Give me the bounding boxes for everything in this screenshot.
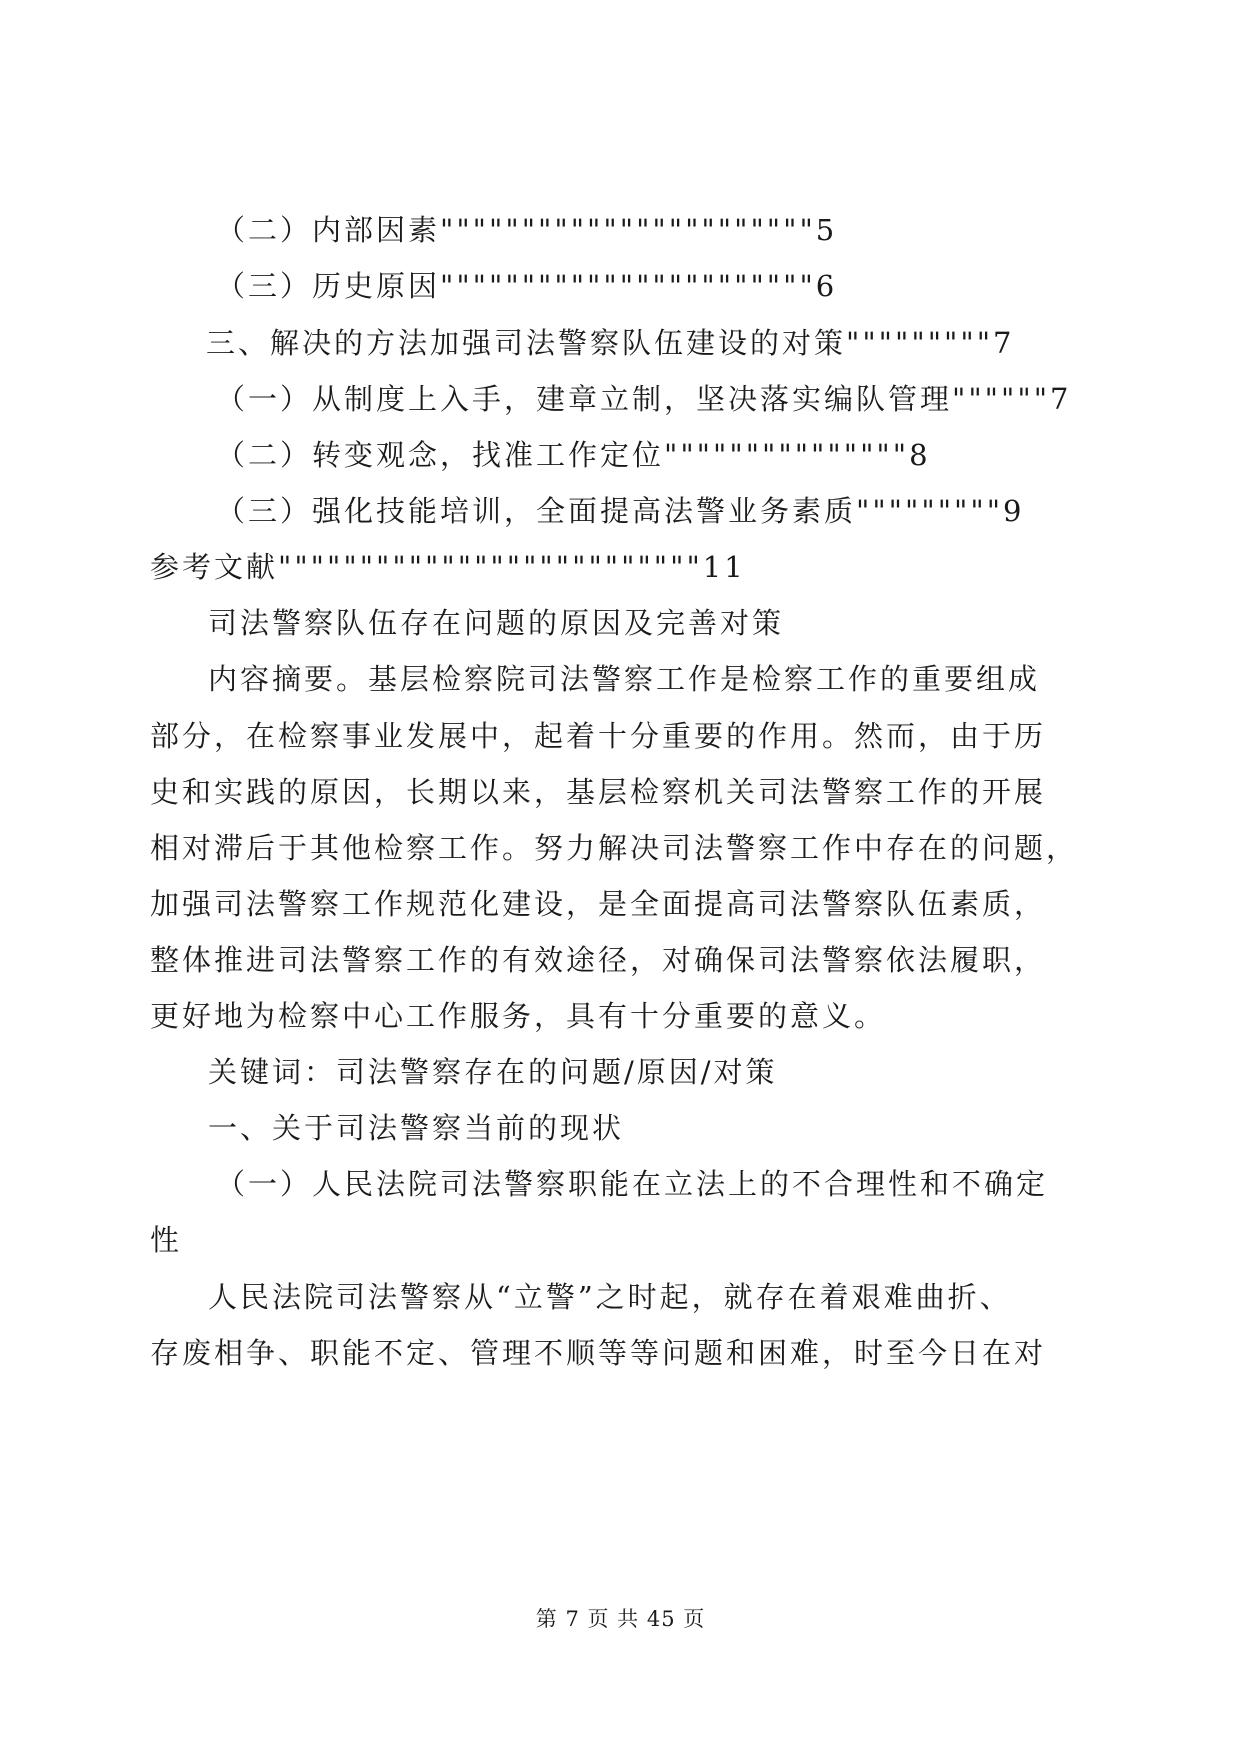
article-title: 司法警察队伍存在问题的原因及完善对策 (208, 606, 785, 640)
body-line: 存废相争、职能不定、管理不顺等等问题和困难，时至今日在对 (150, 1336, 1047, 1370)
toc-item[interactable]: （二）内部因素"""""""""""""""""""""""5 (216, 213, 838, 247)
abstract-line: 部分，在检察事业发展中，起着十分重要的作用。然而，由于历 (150, 719, 1047, 753)
abstract-line: 史和实践的原因，长期以来，基层检察机关司法警察工作的开展 (150, 775, 1047, 809)
toc-item[interactable]: （三）历史原因"""""""""""""""""""""""6 (216, 269, 838, 303)
toc-item[interactable]: （二）转变观念，找准工作定位"""""""""""""""8 (216, 438, 931, 472)
subsection-heading: 性 (150, 1223, 183, 1257)
section-heading: 一、关于司法警察当前的现状 (208, 1111, 625, 1145)
body-line: 人民法院司法警察从“立警”之时起，就存在着艰难曲折、 (208, 1280, 1012, 1314)
abstract-line: 相对滞后于其他检察工作。努力解决司法警察工作中存在的问题， (150, 831, 1079, 865)
toc-item[interactable]: （一）从制度上入手，建章立制，坚决落实编队管理""""""7 (216, 382, 1072, 416)
toc-item[interactable]: 参考文献""""""""""""""""""""""""""11 (150, 550, 746, 584)
page-footer: 第 7 页 共 45 页 (535, 1607, 706, 1631)
abstract-line: 内容摘要。基层检察院司法警察工作是检察工作的重要组成 (208, 662, 1041, 696)
toc-item[interactable]: 三、解决的方法加强司法警察队伍建设的对策"""""""""7 (206, 326, 1015, 360)
abstract-line: 加强司法警察工作规范化建设，是全面提高司法警察队伍素质， (150, 887, 1047, 921)
abstract-line: 更好地为检察中心工作服务，具有十分重要的意义。 (150, 999, 887, 1033)
toc-item[interactable]: （三）强化技能培训，全面提高法警业务素质"""""""""9 (216, 494, 1025, 528)
keywords: 关键词：司法警察存在的问题/原因/对策 (208, 1055, 778, 1089)
abstract-line: 整体推进司法警察工作的有效途径，对确保司法警察依法履职， (150, 943, 1047, 977)
subsection-heading: （一）人民法院司法警察职能在立法上的不合理性和不确定 (216, 1167, 1049, 1201)
